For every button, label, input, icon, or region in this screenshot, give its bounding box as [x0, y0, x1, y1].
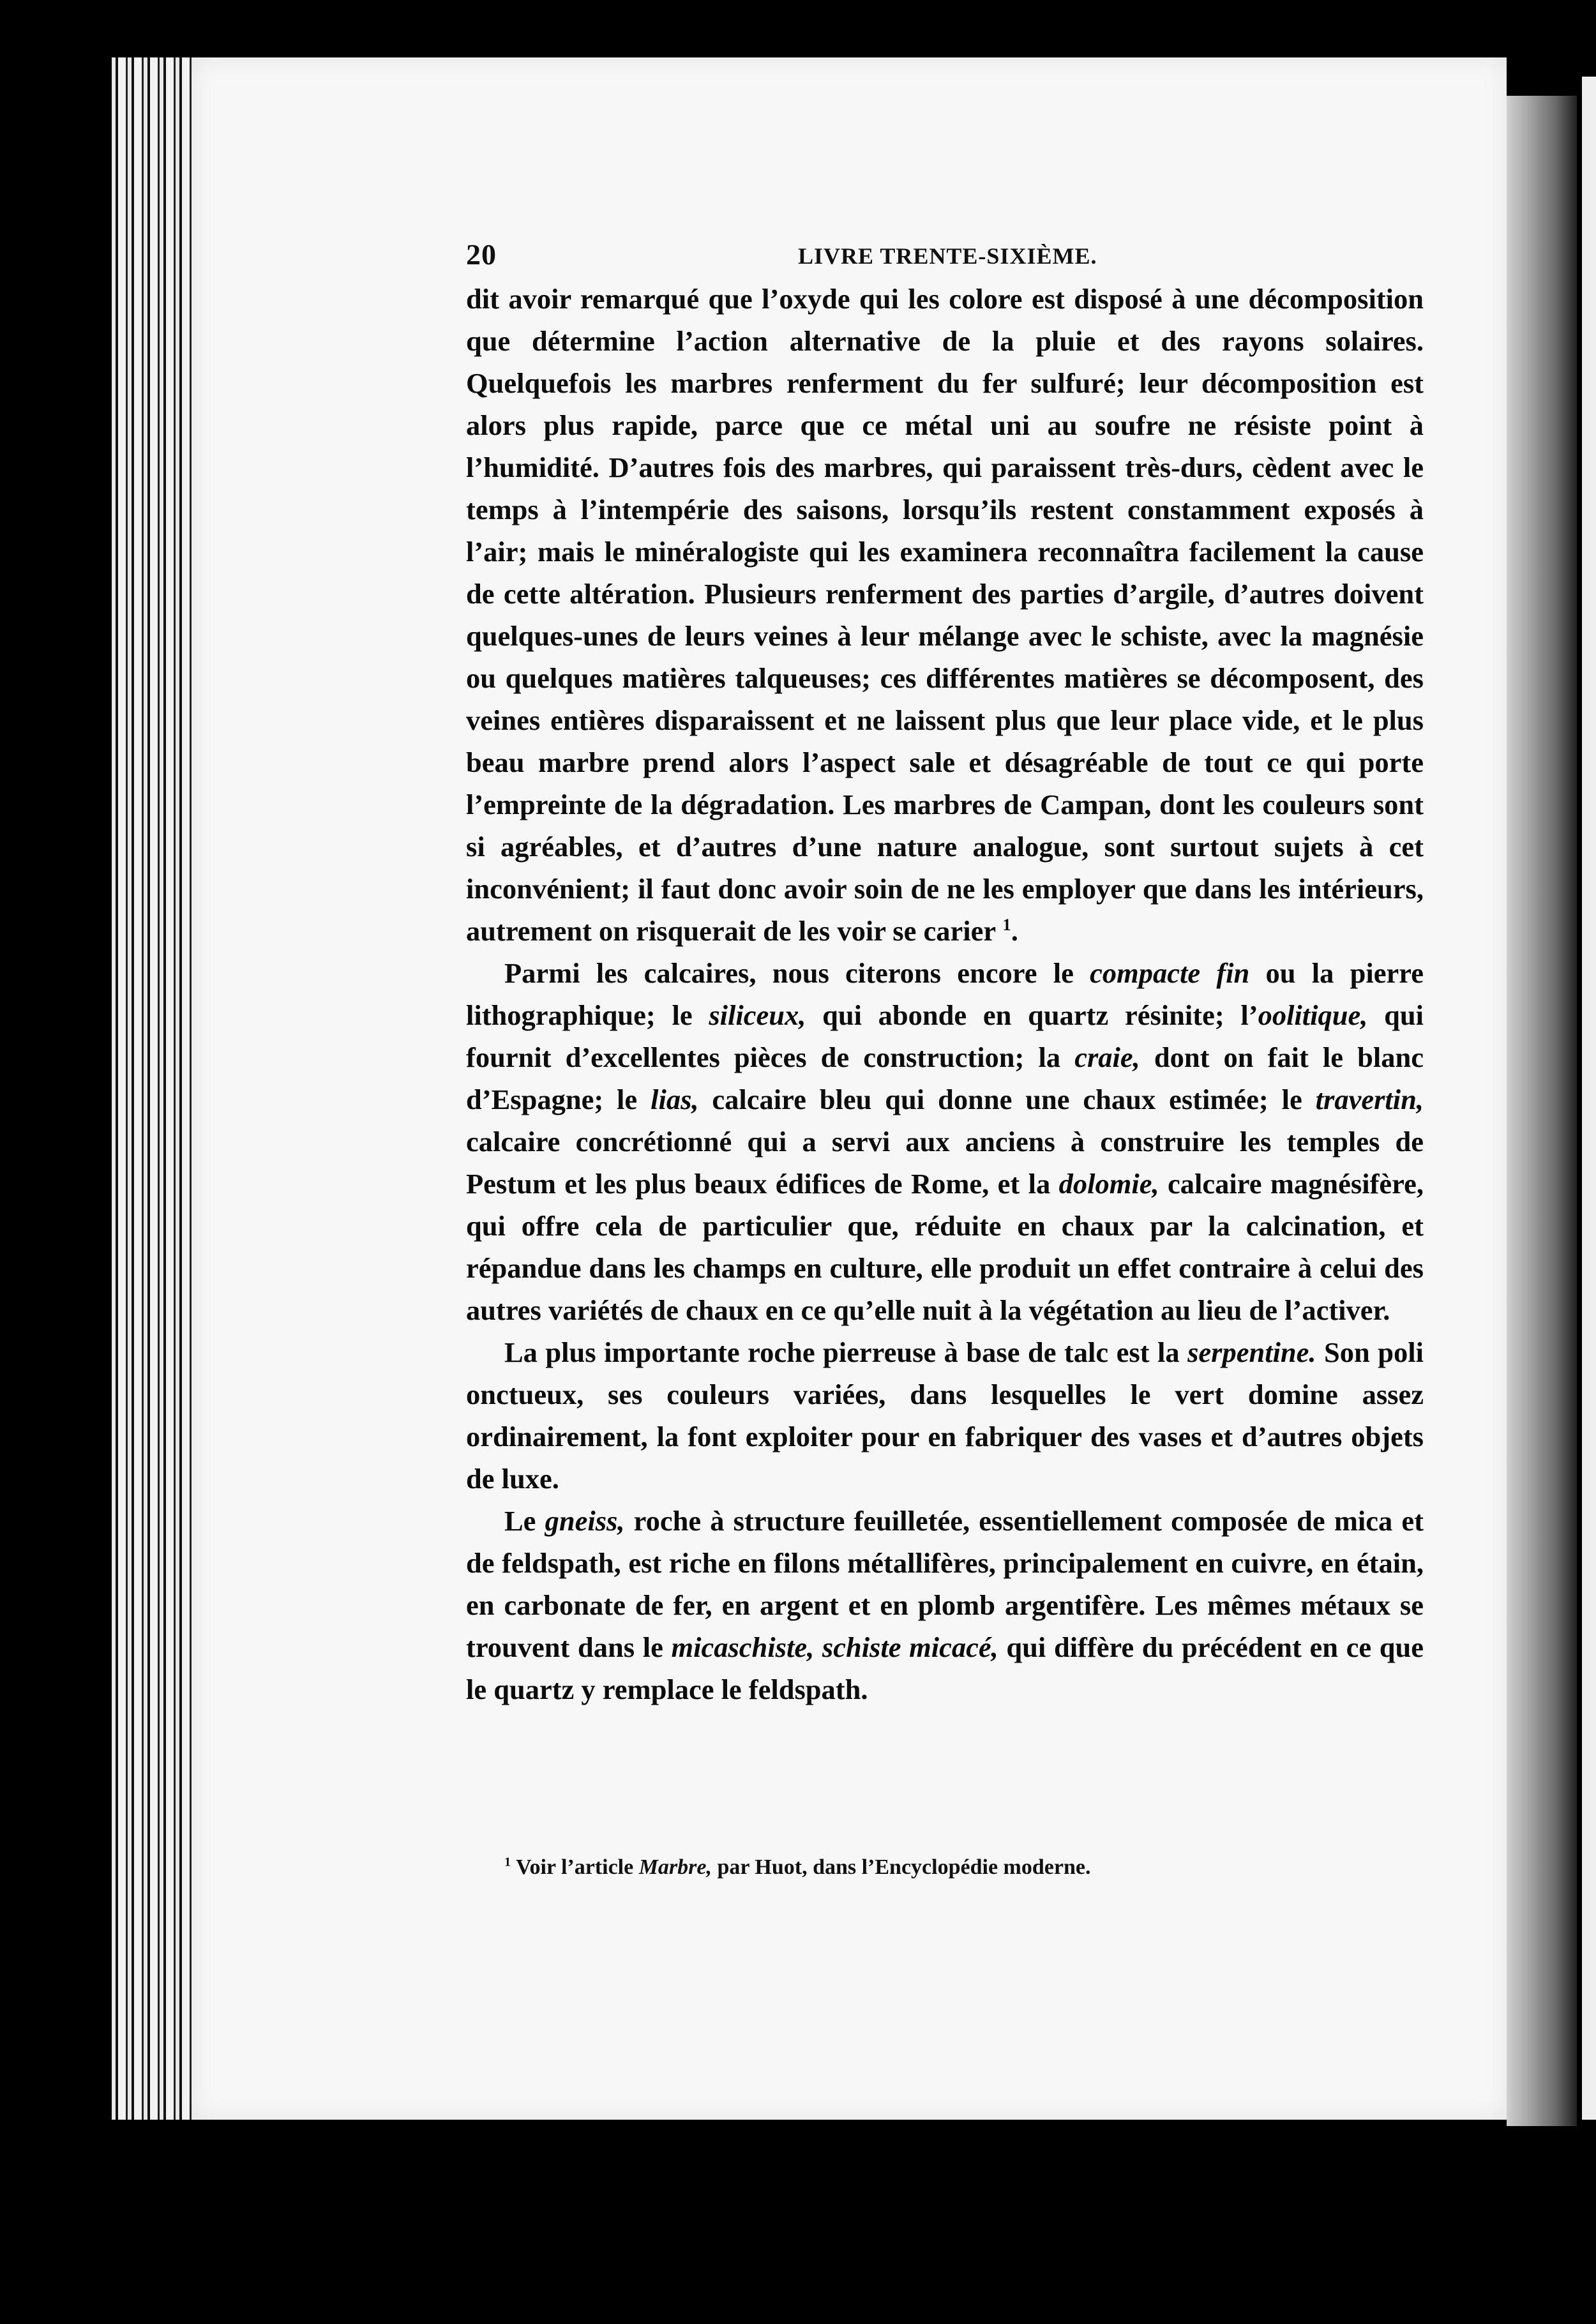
text: dont on fait le blanc d’Espagne; le: [466, 1041, 1424, 1115]
text: calcaire magnésifère, qui offre cela de particulier que, réduite en chaux par la calcination, et répandue dans les champs en culture, elle produit un effet contraire à celui des autres variétés de chaux en ce qu’elle nuit à la végétation au lieu de l’activer.: [466, 1168, 1424, 1326]
text: calcaire concrétionné qui a servi aux anciens à construire les temples de Pestum et les plus beaux édifices de Rome, et la: [466, 1126, 1424, 1200]
footnote-marker: 1: [504, 1855, 511, 1869]
footnote-reference: 1: [1002, 915, 1011, 935]
text: roche à structure feuilletée, essentiellement composée de mica et de feldspath, est riche en filons métallifères, principalement en cuivre, en étain, en carbonate de fer, en argent et en plomb argentifère. Les mêmes métaux se trouvent dans le: [466, 1505, 1424, 1663]
right-page-edge: [1582, 77, 1596, 2120]
paragraph-3: [466, 1331, 1424, 1500]
term: travertin,: [1315, 1083, 1424, 1115]
term: dolomie,: [1058, 1168, 1159, 1200]
paragraph-2: [466, 952, 1424, 1331]
paragraph-1-end: .: [1011, 915, 1018, 947]
term: oolitique,: [1258, 999, 1368, 1031]
text: Le: [504, 1505, 545, 1537]
text: Son poli onctueux, ses couleurs variées, dans lesquelles le vert domine assez ordinairement, la font exploiter pour en fabriquer des vases et d’autres objets de luxe.: [466, 1336, 1424, 1495]
term: gneiss,: [545, 1505, 625, 1537]
term: craie,: [1074, 1041, 1140, 1073]
term: lias,: [651, 1083, 699, 1115]
binding-gutter: [1507, 96, 1577, 2126]
text: qui diffère du précédent en ce que le quartz y remplace le feldspath.: [466, 1631, 1424, 1705]
paragraph-4: [466, 1500, 1424, 1710]
running-head: [466, 238, 1424, 276]
text: La plus importante roche pierreuse à base de talc est la: [504, 1336, 1188, 1368]
footnote: [504, 1855, 1424, 1880]
text: Parmi les calcaires, nous citerons encore le: [504, 957, 1090, 989]
paragraph-1: [466, 278, 1424, 952]
term: micaschiste, schiste micacé,: [671, 1631, 998, 1663]
term: siliceux,: [709, 999, 806, 1031]
page-number: 20: [466, 238, 497, 271]
body-text: [466, 278, 1424, 1710]
text: Voir l’article: [511, 1855, 639, 1879]
running-title: LIVRE TRENTE-SIXIÈME.: [798, 243, 1097, 269]
text: ou la pierre lithographique; le: [466, 957, 1424, 1031]
text: par Huot, dans l’Encyclopédie moderne.: [712, 1855, 1091, 1879]
text: qui fournit d’excellentes pièces de construction; la: [466, 999, 1424, 1073]
paragraph-1-text: dit avoir remarqué que l’oxyde qui les colore est disposé à une décomposition que détermine l’action alternative de la pluie et des rayons solaires. Quelquefois les marbres renferment du fer sulfuré; leur décomposition est alors plus rapide, parce que ce métal uni au soufre ne résiste point à l’humidité. D’autres fois des marbres, qui paraissent très-durs, cèdent avec le temps à l’intempérie des saisons, lorsqu’ils restent constamment exposés à l’air; mais le minéralogiste qui les examinera reconnaîtra facilement la cause de cette altération. Plusieurs renferment des parties d’argile, d’autres doivent quelques-unes de leurs veines à leur mélange avec le schiste, avec la magnésie ou quelques matières talqueuses; ces différentes matières se décomposent, des veines entières disparaissent et ne laissent plus que leur place vide, et le plus beau marbre prend alors l’aspect sale et désagréable de tout ce qui porte l’empreinte de la dégradation. Les marbres de Campan, dont les couleurs sont si agréables, et d’autres d’une nature analogue, sont surtout sujets à cet inconvénient; il faut donc avoir soin de ne les employer que dans les intérieurs, autrement on risquerait de les voir se carier: [466, 283, 1424, 947]
term: serpentine.: [1187, 1336, 1316, 1368]
text: calcaire bleu qui donne une chaux estimée; le: [698, 1083, 1316, 1115]
term: compacte fin: [1090, 957, 1250, 989]
text: qui abonde en quartz résinite; l’: [806, 999, 1258, 1031]
term: Marbre,: [638, 1855, 712, 1879]
